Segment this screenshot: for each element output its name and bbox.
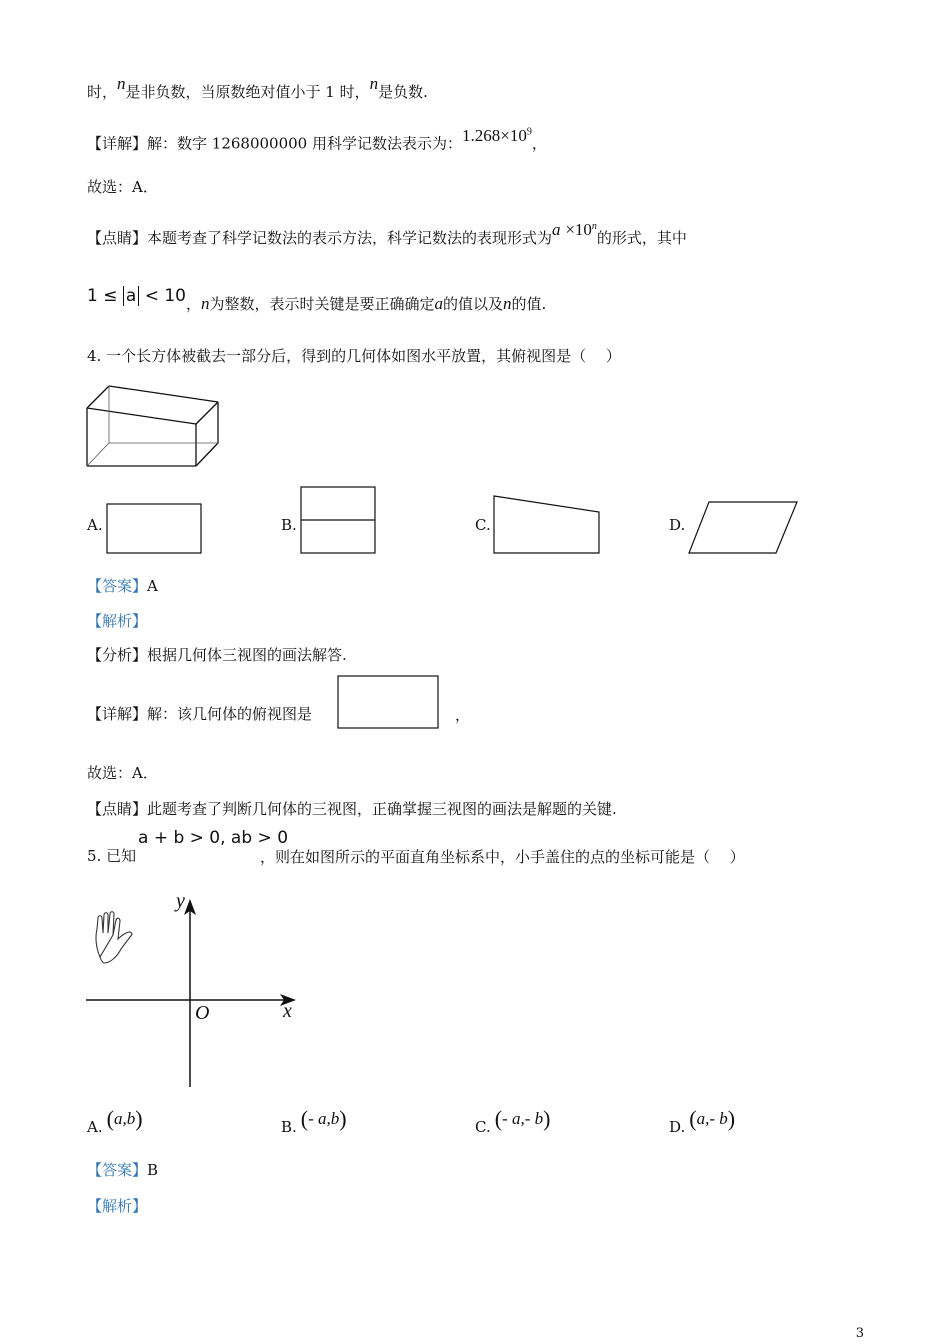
ineq-left: 1 ≤ <box>87 286 118 306</box>
option-value: (- a,- b) <box>494 1106 551 1131</box>
coordinate-plane <box>86 893 301 1093</box>
base: 10 <box>509 125 527 145</box>
text-line-1 <box>87 74 428 102</box>
option-label: C. <box>475 1118 491 1136</box>
inequality <box>87 286 186 306</box>
option-a-label: A. <box>87 516 103 534</box>
axis-y-label: y <box>176 890 185 912</box>
tag-fenxi: 【分析】 <box>87 646 148 664</box>
text-segment: 解：数字 1268000000 用科学记数法表示为： <box>147 134 462 153</box>
option-a-rectangle <box>106 503 203 555</box>
page-number: 3 <box>855 1326 864 1341</box>
q5-option-d <box>669 1106 736 1140</box>
text-line-2 <box>87 125 547 154</box>
option-label: B. <box>281 1118 297 1136</box>
exponent: n <box>591 221 597 232</box>
q4-guxuan: 故选：A． <box>87 764 158 782</box>
text-line-5 <box>87 286 547 314</box>
text-segment: 本题考查了科学记数法的表示方法，科学记数法的表现形式为 <box>147 229 553 247</box>
q5-answer <box>87 1160 158 1180</box>
text-segment: 时， <box>87 83 118 101</box>
tag-xiangjie: 【详解】 <box>87 134 148 153</box>
math-n: n <box>201 294 210 313</box>
option-value: (- a,b) <box>300 1106 347 1131</box>
xiangjie-end: ， <box>455 706 471 724</box>
q4-fenxi <box>87 645 347 665</box>
question-5 <box>87 846 136 866</box>
q4-answer <box>87 576 158 596</box>
option-c-trapezoid <box>493 495 601 555</box>
coord: - a,- b <box>502 1109 544 1128</box>
option-value: (a,- b) <box>689 1106 736 1131</box>
text-line-3: 故选：A． <box>87 178 158 196</box>
text-segment: 的形式，其中 <box>596 229 687 247</box>
exponent: 9 <box>526 126 532 137</box>
coord: a,- b <box>696 1109 728 1128</box>
q5-prefix: 5. 已知 <box>87 847 137 865</box>
math-a: a <box>552 220 561 239</box>
math-n: n <box>503 294 512 313</box>
math-n: n <box>117 74 126 93</box>
tag-dianjing: 【点睛】 <box>87 800 148 818</box>
option-c-label: C. <box>475 516 491 534</box>
math-n: n <box>369 74 379 93</box>
option-d-parallelogram <box>688 501 799 555</box>
axis-x-label: x <box>283 1000 292 1022</box>
truncated-box-figure <box>86 384 221 469</box>
coord: - a,b <box>308 1109 340 1128</box>
coord: a,b <box>113 1109 136 1128</box>
option-value: (a,b) <box>106 1106 143 1131</box>
option-d-label: D. <box>669 516 686 534</box>
abs-a: a <box>123 286 139 306</box>
q5-option-c <box>475 1106 551 1140</box>
tag-answer: 【答案】 <box>87 1161 148 1179</box>
text-segment: 是负数. <box>378 83 428 101</box>
fenxi-text: 根据几何体三视图的画法解答. <box>147 646 347 664</box>
text-segment: 的值. <box>511 295 547 313</box>
q4-analysis-tag: 【解析】 <box>87 612 148 630</box>
question-4: 4. 一个长方体被截去一部分后，得到的几何体如图水平放置，其俯视图是（ ） <box>87 347 621 365</box>
hand-icon <box>96 912 132 963</box>
text-segment: 为整数，表示时关键是要正确确定 <box>209 295 435 313</box>
tag-xiangjie: 【详解】 <box>87 705 148 723</box>
q5-suffix: ，则在如图所示的平面直角坐标系中，小手盖住的点的坐标可能是（ ） <box>260 848 745 866</box>
q5-option-b <box>281 1106 347 1140</box>
answer-value: B <box>147 1161 159 1179</box>
q4-xiangjie <box>87 704 312 724</box>
text-segment: ， <box>531 134 547 153</box>
option-label: A. <box>87 1118 103 1136</box>
option-b-split-rectangle <box>300 486 377 555</box>
xiangjie-text: 解：该几何体的俯视图是 <box>147 705 313 723</box>
sci-notation <box>462 126 532 145</box>
option-b-label: B. <box>281 516 297 534</box>
origin-label: O <box>195 1002 210 1024</box>
times-sign: × <box>500 125 510 145</box>
text-segment: 是非负数，当原数绝对值小于 1 时， <box>125 83 370 101</box>
q5-option-a <box>87 1106 143 1140</box>
mantissa: 1.268 <box>462 125 501 145</box>
tag-dianjing: 【点睛】 <box>87 229 148 247</box>
text-segment: 的值以及 <box>443 295 504 313</box>
answer-value: A <box>147 577 158 595</box>
text-line-4 <box>87 220 687 248</box>
q5-analysis-tag: 【解析】 <box>87 1197 148 1215</box>
text-segment: ， <box>185 295 201 313</box>
math-a: a <box>434 294 444 313</box>
sci-form <box>552 221 597 239</box>
q5-condition: a + b > 0, ab > 0 <box>138 828 289 848</box>
tag-answer: 【答案】 <box>87 577 148 595</box>
option-label: D. <box>669 1118 686 1136</box>
q4-dianjing <box>87 799 617 819</box>
top-view-rectangle <box>337 675 440 730</box>
base: 10 <box>574 220 592 239</box>
dianjing-text: 此题考查了判断几何体的三视图，正确掌握三视图的画法是解题的关键. <box>147 800 617 818</box>
ineq-right: < 10 <box>144 286 186 306</box>
times-sign: × <box>565 220 575 239</box>
